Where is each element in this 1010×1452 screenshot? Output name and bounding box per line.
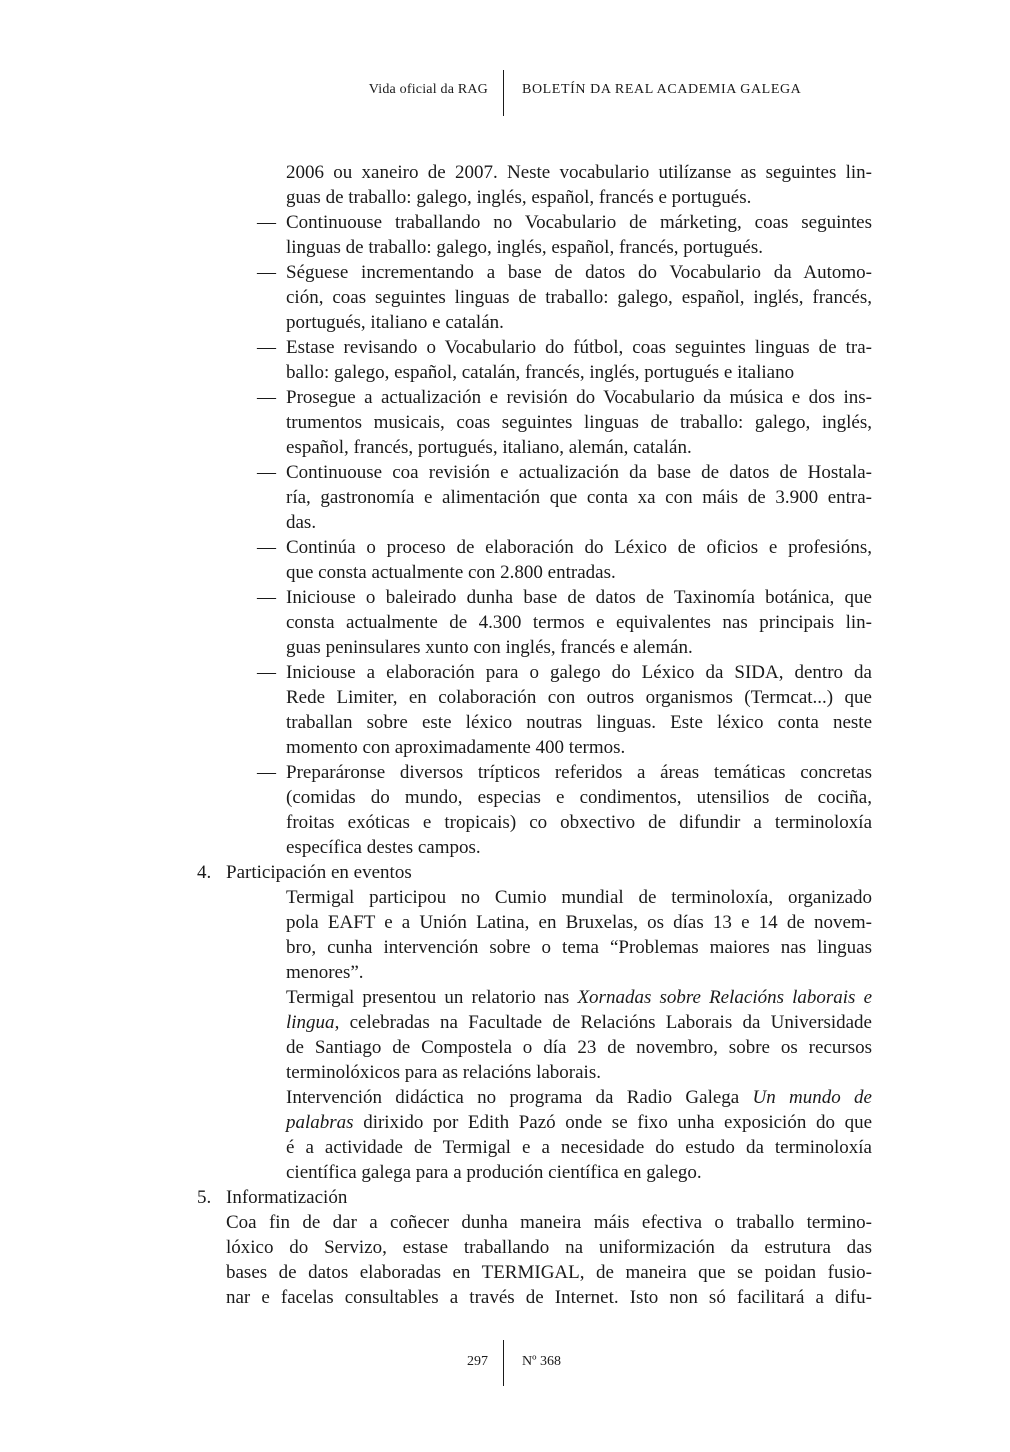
list-dash: — (257, 387, 276, 408)
list-dash: — (257, 762, 276, 783)
text-line: guas peninsulares xunto con inglés, francés e alemán. (286, 637, 693, 658)
section-heading: Informatización (226, 1187, 348, 1208)
text-line: Iniciouse o baleirado dunha base de datos de Taxinomía botánica, que (286, 587, 872, 608)
text-line: Prosegue a actualización e revisión do Vocabulario da música e dos ins- (286, 387, 872, 408)
text-line: Termigal presentou un relatorio nas Xornadas sobre Relacións laborais e (286, 987, 873, 1008)
text-line: bases de datos elaboradas en TERMIGAL, de maneira que se poidan fusio- (226, 1262, 872, 1283)
list-dash: — (257, 662, 276, 683)
text-line: nar e facelas consultables a través de Internet. Isto non só facilitará a difu- (226, 1287, 872, 1308)
text-line: Coa fin de dar a coñecer dunha maneira máis efectiva o traballo termino- (226, 1212, 872, 1233)
section-heading: Participación en eventos (226, 862, 412, 883)
list-dash: — (257, 337, 276, 358)
text-line: portugués, italiano e catalán. (286, 312, 504, 333)
text-line: guas de traballo: galego, inglés, español, francés e portugués. (286, 187, 752, 208)
list-dash: — (257, 537, 276, 558)
header-section-title: Vida oficial da RAG (368, 82, 488, 97)
text-line: bro, cunha intervención sobre o tema “Problemas maiores nas linguas (286, 937, 872, 958)
text-line: palabras dirixido por Edith Pazó onde se fixo unha exposición do que (286, 1112, 872, 1133)
text-line: Continúa o proceso de elaboración do Léxico de oficios e profesións, (286, 537, 872, 558)
running-header (0, 78, 1010, 118)
text-line: Preparáronse diversos trípticos referidos a áreas temáticas concretas (286, 762, 872, 783)
text-line: é a actividade de Termigal e a necesidade do estudo da terminoloxía (286, 1137, 872, 1158)
text-line: lingua, celebradas na Facultade de Relacións Laborais da Universidade (286, 1012, 872, 1033)
text-line: Estase revisando o Vocabulario do fútbol, coas seguintes linguas de tra- (286, 337, 872, 358)
running-footer (0, 1340, 1010, 1390)
list-dash: — (257, 262, 276, 283)
text-line: linguas de traballo: galego, inglés, español, francés, portugués. (286, 237, 763, 258)
page-number: 297 (467, 1354, 488, 1369)
text-line: específica destes campos. (286, 837, 481, 858)
text-line: lóxico do Servizo, estase traballando na uniformización da estrutura das (226, 1237, 872, 1258)
text-line: momento con aproximadamente 400 termos. (286, 737, 626, 758)
text-line: Termigal participou no Cumio mundial de terminoloxía, organizado (286, 887, 872, 908)
section-number: 4. (197, 862, 212, 883)
text-line: Iniciouse a elaboración para o galego do Léxico da SIDA, dentro da (286, 662, 872, 683)
text-line: científica galega para a produción científica en galego. (286, 1162, 702, 1183)
text-line: ría, gastronomía e alimentación que conta xa con máis de 3.900 entra- (286, 487, 872, 508)
text-line: de Santiago de Compostela o día 23 de novembro, sobre os recursos (286, 1037, 872, 1058)
text-line: Intervención didáctica no programa da Radio Galega Un mundo de (286, 1087, 872, 1108)
text-line: trumentos musicais, coas seguintes linguas de traballo: galego, inglés, (286, 412, 872, 433)
list-dash: — (257, 212, 276, 233)
text-line: 2006 ou xaneiro de 2007. Neste vocabulario utilízanse as seguintes lin- (286, 162, 872, 183)
text-line: Continuouse traballando no Vocabulario de márketing, coas seguintes (286, 212, 872, 233)
text-line: español, francés, portugués, italiano, alemán, catalán. (286, 437, 692, 458)
text-line: froitas exóticas e tropicais) co obxectivo de difundir a terminoloxía (286, 812, 872, 833)
text-line: (comidas do mundo, especias e condimentos, utensilios de cociña, (286, 787, 872, 808)
text-line: Continuouse coa revisión e actualización da base de datos de Hostala- (286, 462, 872, 483)
text-line: consta actualmente de 4.300 termos e equivalentes nas principais lin- (286, 612, 872, 633)
text-line: terminolóxicos para as relacións laborais. (286, 1062, 601, 1083)
list-dash: — (257, 462, 276, 483)
footer-divider (503, 1340, 504, 1386)
text-line: ción, coas seguintes linguas de traballo: galego, español, inglés, francés, (286, 287, 872, 308)
text-line: ballo: galego, español, catalán, francés, inglés, portugués e italiano (286, 362, 795, 383)
header-divider (503, 70, 504, 116)
text-line: Séguese incrementando a base de datos do Vocabulario da Automo- (286, 262, 872, 283)
text-line: pola EAFT e a Unión Latina, en Bruxelas, os días 13 e 14 de novem- (286, 912, 872, 933)
issue-number: Nº 368 (522, 1354, 561, 1369)
text-line: traballan sobre este léxico noutras linguas. Este léxico conta neste (286, 712, 872, 733)
text-line: Rede Limiter, en colaboración con outros organismos (Termcat...) que (286, 687, 872, 708)
header-journal-title: BOLETÍN DA REAL ACADEMIA GALEGA (522, 82, 802, 97)
section-number: 5. (197, 1187, 212, 1208)
text-line: das. (286, 512, 317, 533)
list-dash: — (257, 587, 276, 608)
text-line: que consta actualmente con 2.800 entradas. (286, 562, 616, 583)
text-line: menores”. (286, 962, 364, 983)
